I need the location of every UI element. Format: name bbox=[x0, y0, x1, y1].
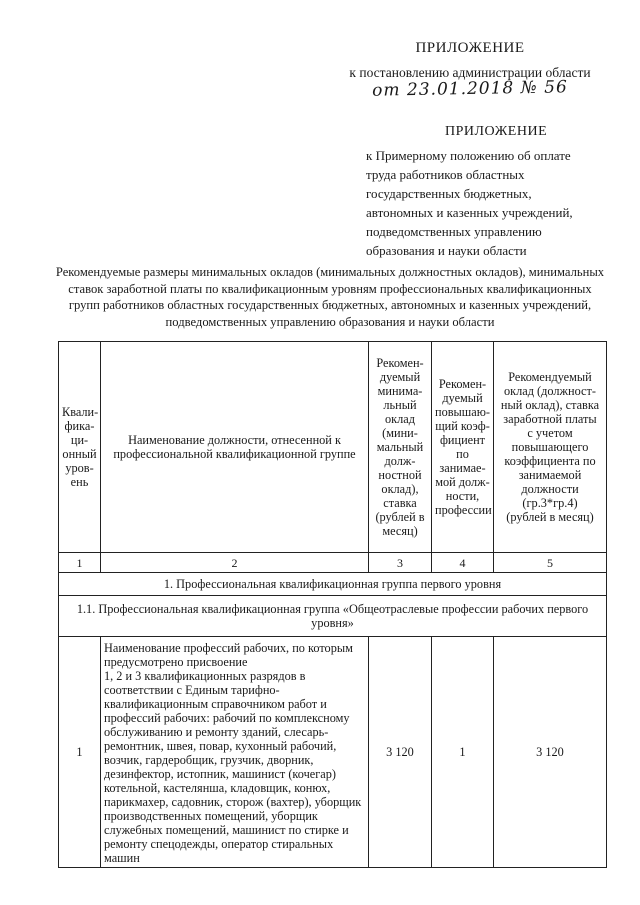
appendix-line: к Примерному положению об оплате bbox=[366, 148, 571, 163]
header-position-name: Наименование должности, отнесенной к профессиональной квалификационной группе bbox=[101, 342, 369, 553]
appendix-line: образования и науки области bbox=[366, 243, 527, 258]
column-number: 4 bbox=[432, 553, 494, 573]
header-coefficient: Рекомен- дуемый повышаю- щий коэф- фициент по занимае- мой долж- ности, профессии bbox=[432, 342, 494, 553]
appendix-resolution-line: к постановлению администрации области bbox=[349, 65, 591, 80]
appendix-line: подведомственных управлению bbox=[366, 224, 542, 239]
section-title: 1. Профессиональная квалификационная группа первого уровня bbox=[59, 573, 607, 596]
qualification-level: 1 bbox=[59, 637, 101, 868]
appendix-header-resolution bbox=[330, 40, 610, 99]
heading-line: подведомственных управлению образования и науки области bbox=[165, 314, 495, 329]
subsection-row bbox=[59, 596, 607, 637]
subsection-title: 1.1. Профессиональная квалификационная группа «Общеотраслевые профессии рабочих первого уровня» bbox=[59, 596, 607, 637]
handwritten-date-number: от 23.01.2018 № 56 bbox=[372, 77, 568, 101]
column-number-row bbox=[59, 553, 607, 573]
coefficient-value: 1 bbox=[432, 637, 494, 868]
min-salary-value: 3 120 bbox=[369, 637, 432, 868]
column-number: 1 bbox=[59, 553, 101, 573]
header-qualification-level: Квали- фика- ци- онный уров- ень bbox=[59, 342, 101, 553]
table-header-row bbox=[59, 342, 607, 553]
column-number: 3 bbox=[369, 553, 432, 573]
appendix-line: государственных бюджетных, bbox=[366, 186, 532, 201]
column-number: 5 bbox=[494, 553, 607, 573]
heading-line: ставок заработной платы по квалификационным уровням профессиональных квалификационных bbox=[68, 281, 592, 296]
salary-table bbox=[58, 341, 607, 868]
appendix-title-2: ПРИЛОЖЕНИЕ bbox=[445, 124, 548, 139]
header-salary-with-coefficient: Рекомендуемый оклад (должност- ный оклад), ставка заработной платы с учетом повышающего коэффициента по занимаемой должности (гр.3*гр.4) (рублей в месяц) bbox=[494, 342, 607, 553]
document-heading bbox=[40, 264, 620, 330]
section-row bbox=[59, 573, 607, 596]
appendix-title: ПРИЛОЖЕНИЕ bbox=[415, 40, 525, 56]
appendix-line: труда работников областных bbox=[366, 167, 525, 182]
salary-value: 3 120 bbox=[494, 637, 607, 868]
appendix-regulation-block bbox=[366, 146, 616, 260]
heading-line: групп работников областных государственных бюджетных, автономных и казенных учреждений, bbox=[68, 298, 592, 312]
heading-line: Рекомендуемые размеры минимальных окладов (минимальных должностных окладов), минимальных bbox=[55, 265, 605, 279]
column-number: 2 bbox=[101, 553, 369, 573]
profession-names: Наименование профессий рабочих, по которым предусмотрено присвоение 1, 2 и 3 квалификационных разрядов в соответствии с Единым тарифно- квалификационным справочником работ и профессий рабочих: рабочий по комплексному обслуживанию и ремонту зданий, слесарь- ремонтник, швея, повар, кухонный рабочий, возчик, гардеробщик, грузчик, дворник, дезинфектор, истопник, машинист (кочегар) котельной, кастелянша, кладовщик, конюх, парикмахер, садовник, сторож (вахтер), уборщик производственных помещений, уборщик служебных помещений, машинист по стирке и ремонту спецодежды, оператор стиральных машин bbox=[101, 637, 369, 868]
appendix-line: автономных и казенных учреждений, bbox=[366, 205, 573, 220]
table-row bbox=[59, 637, 607, 868]
header-min-salary: Рекомен- дуемый минима- льный оклад (мини- мальный долж- ностной оклад), ставка (рублей в месяц) bbox=[369, 342, 432, 553]
